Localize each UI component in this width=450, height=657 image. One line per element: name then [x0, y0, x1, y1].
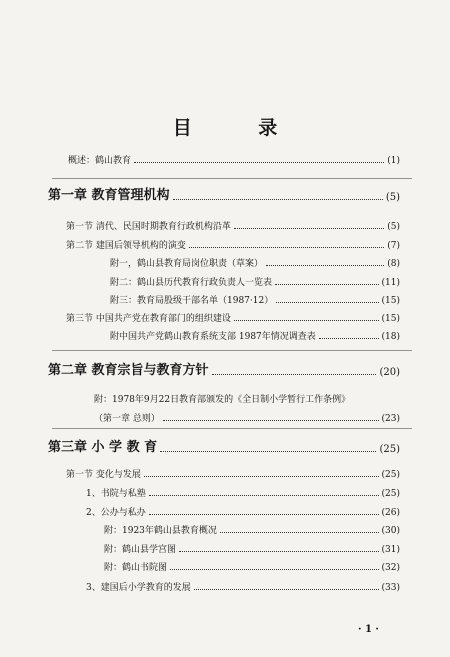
toc-entry-appendix-line: 附：1978年9月22日教育部颁发的《全日制小学暂行工作条例》	[94, 395, 351, 405]
toc-entry-overview	[68, 153, 400, 166]
toc-entry-page: (8)	[387, 259, 400, 269]
toc-entry-label: 概述：鹤山教育	[68, 156, 132, 166]
toc-entry-page: (25)	[379, 444, 400, 455]
toc-entry-subsection	[86, 580, 400, 593]
toc-entry-appendix	[110, 275, 400, 288]
toc-entry-appendix	[94, 411, 400, 424]
toc-entry-label: 第一章 教育管理机构	[48, 188, 170, 203]
toc-entry-chapter-2	[48, 359, 400, 378]
toc-entry-label: 附三：教育局股级干部名单（1987·12）	[110, 296, 274, 306]
toc-entry-page: (25)	[381, 470, 400, 480]
dot-leader	[234, 228, 384, 229]
toc-entry-label: 第三节 中国共产党在教育部门的组织建设	[66, 314, 231, 324]
toc-entry-section	[66, 238, 400, 251]
dot-leader	[189, 247, 384, 248]
toc-entry-label: 第一节 变化与发展	[66, 470, 141, 480]
toc-entry-page: (5)	[385, 192, 400, 203]
toc-entry-appendix	[110, 329, 400, 342]
toc-entry-page: (31)	[381, 545, 400, 555]
toc-entry-appendix	[110, 293, 400, 306]
toc-entry-page: (18)	[381, 332, 400, 342]
toc-entry-appendix	[104, 542, 400, 555]
toc-entry-label: 1、书院与私塾	[86, 489, 146, 499]
page-number: · 1 ·	[358, 624, 379, 635]
toc-entry-section	[66, 467, 400, 480]
toc-entry-label: （第一章 总则）	[94, 414, 160, 424]
toc-entry-label: 第二章 教育宗旨与教育方针	[48, 363, 209, 378]
toc-entry-appendix	[104, 523, 400, 536]
divider	[52, 350, 412, 351]
toc-entry-page: (26)	[381, 508, 400, 518]
divider	[52, 428, 412, 429]
toc-entry-page: (25)	[381, 489, 400, 499]
dot-leader	[170, 569, 379, 570]
toc-entry-label: 3、建国后小学教育的发展	[86, 583, 191, 593]
dot-leader	[194, 589, 379, 590]
toc-entry-section	[66, 311, 400, 324]
dot-leader	[173, 199, 383, 200]
dot-leader	[179, 551, 379, 552]
page-title: 目 录	[172, 117, 308, 139]
dot-leader	[276, 302, 378, 303]
dot-leader	[319, 338, 379, 339]
dot-leader	[212, 374, 377, 375]
toc-entry-page: (5)	[387, 222, 400, 232]
toc-entry-page: (11)	[381, 278, 400, 288]
toc-entry-page: (33)	[381, 583, 400, 593]
dot-leader	[160, 451, 376, 452]
toc-entry-label: 附：鹤山县学宫图	[104, 545, 177, 555]
toc-entry-appendix	[110, 256, 400, 269]
dot-leader	[149, 514, 379, 515]
dot-leader	[275, 284, 379, 285]
toc-entry-label: 第三章 小 学 教 育	[48, 440, 158, 455]
dot-leader	[220, 532, 379, 533]
dot-leader	[266, 265, 384, 266]
toc-entry-label: 附：鹤山书院图	[104, 563, 168, 573]
toc-entry-label: 第二节 建国后领导机构的演变	[66, 241, 186, 251]
toc-entry-label: 附二：鹤山县历代教育行政负责人一览表	[110, 278, 273, 288]
divider	[52, 178, 412, 179]
toc-entry-page: (15)	[381, 296, 400, 306]
toc-entry-page: (32)	[381, 563, 400, 573]
toc-entry-label: 第一节 清代、民国时期教育行政机构沿革	[66, 222, 231, 232]
dot-leader	[234, 320, 379, 321]
dot-leader	[149, 495, 379, 496]
toc-entry-label: 附中国共产党鹤山教育系统支部 1987年情况调查表	[110, 332, 316, 342]
toc-entry-subsection	[86, 505, 400, 518]
toc-entry-label: 附一，鹤山县教育局岗位职责（草案）	[110, 259, 264, 269]
dot-leader	[134, 162, 384, 163]
toc-entry-page: (1)	[387, 156, 400, 166]
toc-entry-page: (7)	[387, 241, 400, 251]
toc-entry-section	[66, 219, 400, 232]
toc-entry-page: (23)	[381, 414, 400, 424]
toc-entry-page: (20)	[379, 367, 400, 378]
toc-entry-subsection	[86, 486, 400, 499]
toc-entry-page: (30)	[381, 526, 400, 536]
toc-entry-chapter-1	[48, 184, 400, 203]
toc-entry-label: 2、公办与私办	[86, 508, 146, 518]
dot-leader	[144, 476, 379, 477]
toc-entry-appendix	[104, 560, 400, 573]
dot-leader	[163, 420, 379, 421]
toc-entry-label: 附：1923年鹤山县教育概况	[104, 526, 217, 536]
toc-entry-page: (15)	[381, 314, 400, 324]
toc-entry-chapter-3	[48, 436, 400, 455]
